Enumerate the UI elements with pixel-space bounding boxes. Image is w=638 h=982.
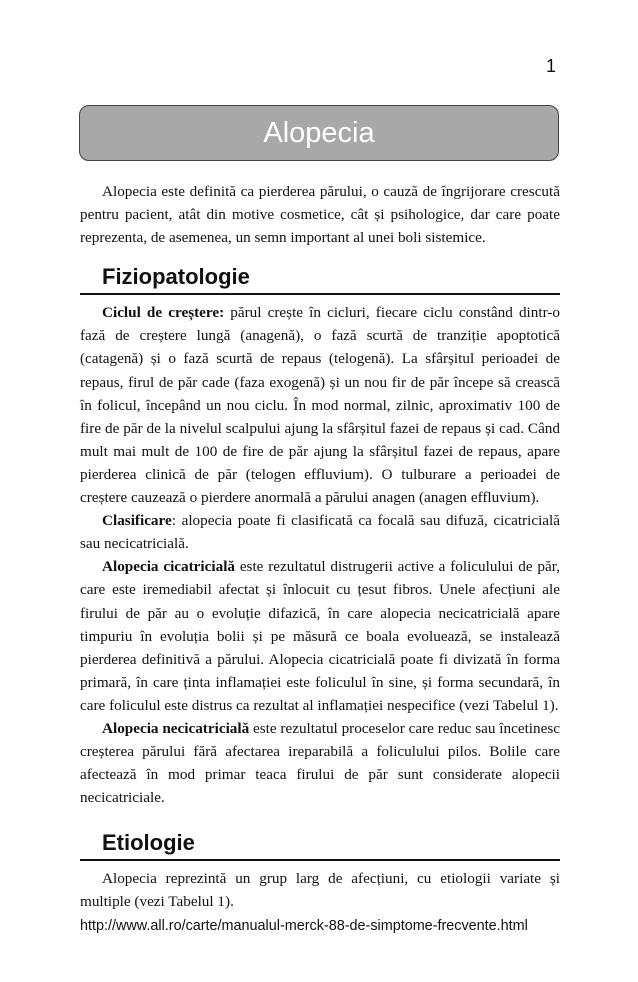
term-scarring-alopecia: Alopecia cicatricială xyxy=(102,558,236,576)
term-classification: Clasificare xyxy=(102,512,172,530)
paragraph-etiology: Alopecia reprezintă un grup larg de afecțiuni, cu etiologii variate și multiple (vezi Tabelul 1). xyxy=(80,870,560,911)
paragraph-classification xyxy=(80,509,560,555)
chapter-title: Alopecia xyxy=(263,116,375,149)
term-growth-cycle: Ciclul de creștere: xyxy=(102,304,225,322)
section-heading-etiologie: Etiologie xyxy=(80,829,560,861)
section-heading-fiziopatologie: Fiziopatologie xyxy=(80,263,560,295)
page-number: 1 xyxy=(545,56,556,76)
article-body xyxy=(80,180,560,914)
paragraph-text: este rezultatul distrugerii active a foliculului de păr, care este iremediabil afectat și înlocuit cu țesut fibros. Unele afecțiuni ale firului de păr au o evoluție difazică, în care alopecia necicatricială apare timpuriu în evoluția bolii și pe măsură ce boala evoluează, se instalează pierderea definitivă a părului. Alopecia cicatricială poate fi divizată în forma primară, în care ținta inflamației este foliculul în sine, și forma secundară, în care foliculul este distrus ca rezultat al inflamației nespecifice (vezi Tabelul 1). xyxy=(80,558,560,714)
intro-paragraph: Alopecia este definită ca pierderea părului, o cauză de îngrijorare crescută pentru pacient, atât din motive cosmetice, cât și psihologice, dar care poate reprezenta, de asemenea, un semn important al unei boli sistemice. xyxy=(80,183,560,247)
paragraph-text: : alopecia poate fi clasificată ca focală sau difuză, cicatricială sau necicatricială. xyxy=(80,512,560,553)
source-url-link[interactable]: http://www.all.ro/carte/manualul-merck-88-de-simptome-frecvente.html xyxy=(80,918,528,934)
term-nonscarring-alopecia: Alopecia necicatricială xyxy=(102,719,250,737)
paragraph-text: este rezultatul proceselor care reduc sau încetinesc creșterea părului fără afectarea ireparabilă a foliculului pilos. Bolile care afectează în mod primar teaca firului de păr sunt considerate alopecii necicatriciale. xyxy=(80,719,560,807)
chapter-title-banner xyxy=(79,105,559,161)
paragraph-growth-cycle xyxy=(80,301,560,509)
paragraph-nonscarring-alopecia xyxy=(80,717,560,809)
paragraph-scarring-alopecia xyxy=(80,555,560,717)
paragraph-text: părul crește în cicluri, fiecare ciclu constând dintr-o fază de creștere lungă (anagenă), o fază scurtă de tranziție apoptotică (catagenă) și o fază scurtă de repaus (telogenă). La sfârșitul perioadei de repaus, firul de păr cade (faza exogenă) și un nou fir de păr începe să crească în folicul, începând un nou ciclu. În mod normal, zilnic, aproximativ 100 de fire de păr de la nivelul scalpului ajung la sfârșitul fazei de repaus și cad. Când mult mai mult de 100 de fire de păr ajung la sfârșitul fazei de repaus, apare pierderea clinică de păr (telogen effluvium). O tulburare a perioadei de creștere cauzează o pierdere anormală a părului anagen (anagen effluvium). xyxy=(80,304,560,507)
